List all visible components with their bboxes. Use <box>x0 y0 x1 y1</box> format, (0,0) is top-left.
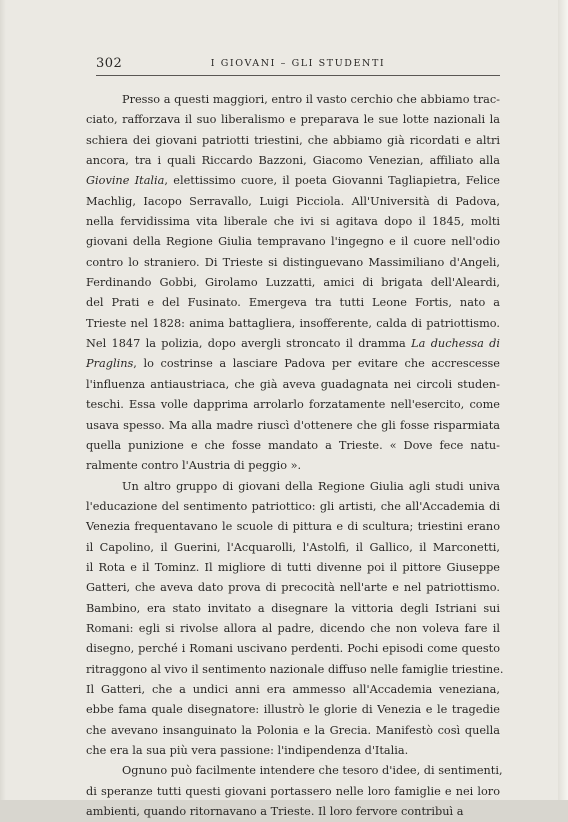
text-line: che era la sua più vera passione: l'indipendenza d'Italia. <box>86 744 409 757</box>
text-line: ritraggono al vivo il sentimento nazionale diffuso nelle famiglie triestine. <box>86 662 504 676</box>
text-line: quella punizione e che fosse mandato a Trieste. « Dove fece natu- <box>86 438 500 452</box>
text-line: usava spesso. Ma alla madre riuscì d'ottenere che gli fosse risparmiata <box>86 418 500 432</box>
text-line: ancora, tra i quali Riccardo Bazzoni, Giacomo Venezian, affiliato alla <box>86 154 500 168</box>
paragraph <box>86 477 504 762</box>
running-head: I GIOVANI – GLI STUDENTI <box>210 58 386 69</box>
text-line: Presso a questi maggiori, entro il vasto cerchio che abbiamo trac- <box>122 93 500 106</box>
text-line: Il Gatteri, che a undici anni era ammesso all'Accademia veneziana, <box>86 682 500 696</box>
text-line: teschi. Essa volle dapprima arrolarlo forzatamente nell'esercito, come <box>86 398 500 412</box>
text-line: nella fervidissima vita liberale che ivi si agitava dopo il 1845, molti <box>86 215 500 229</box>
text-line: Nel 1847 la polizia, dopo avergli stroncato il dramma La duchessa di <box>86 337 500 351</box>
paragraph <box>86 761 503 822</box>
text-line: Ferdinando Gobbi, Girolamo Luzzatti, amici di brigata dell'Aleardi, <box>86 276 500 290</box>
text-line: il Rota e il Tominz. Il migliore di tutti divenne poi il pittore Giuseppe <box>86 560 500 574</box>
text-line: ebbe fama quale disegnatore: illustrò le glorie di Venezia e le tragedie <box>86 703 500 717</box>
paragraph <box>86 90 500 477</box>
text-line: Un altro gruppo di giovani della Regione Giulia agli studi univa <box>122 479 500 493</box>
text-line: schiera dei giovani patriotti triestini, che abbiamo già ricordati e altri <box>86 133 500 147</box>
body-text <box>86 90 504 822</box>
text-line: del Prati e del Fusinato. Emergeva tra tutti Leone Fortis, nato a <box>86 296 500 310</box>
text-line: l'influenza antiaustriaca, che già aveva guadagnata nei circoli studen- <box>86 377 500 391</box>
text-line: ralmente contro l'Austria di peggio ». <box>86 459 302 473</box>
text-line: Ognuno può facilmente intendere che tesoro d'idee, di sentimenti, <box>122 764 503 778</box>
text-line: ciato, rafforzava il suo liberalismo e preparava le sue lotte nazionali la <box>86 113 500 127</box>
text-line: Gatteri, che aveva dato prova di precocità nell'arte e nel patriottismo. <box>86 581 500 595</box>
text-line: Trieste nel 1828: anima battagliera, insofferente, calda di patriottismo. <box>86 316 500 330</box>
text-line: contro lo straniero. Di Trieste si distinguevano Massimiliano d'Angeli, <box>86 255 500 269</box>
header-rule <box>96 75 500 76</box>
text-line: Romani: egli si rivolse allora al padre, dicendo che non voleva fare il <box>86 621 500 635</box>
text-line: che avevano insanguinato la Polonia e la Grecia. Manifestò così quella <box>86 723 500 737</box>
text-line: Venezia frequentavano le scuole di pittura e di scultura; triestini erano <box>86 520 500 534</box>
text-line: di speranze tutti questi giovani portassero nelle loro famiglie e nei loro <box>86 784 500 798</box>
text-line: Machlig, Iacopo Serravallo, Luigi Picciola. All'Università di Padova, <box>86 194 500 208</box>
text-line: il Capolino, il Guerini, l'Acquarolli, l'Astolfi, il Gallico, il Marconetti, <box>86 540 500 554</box>
text-line: giovani della Regione Giulia tempravano l'ingegno e il cuore nell'odio <box>86 235 500 249</box>
text-line: Giovine Italia, elettissimo cuore, il poeta Giovanni Tagliapietra, Felice <box>86 174 500 188</box>
text-line: Bambino, era stato invitato a disegnare la vittoria degli Istriani sui <box>86 601 500 615</box>
page-number: 302 <box>96 56 123 71</box>
text-line: disegno, perché i Romani uscivano perdenti. Pochi episodi come questo <box>86 642 500 656</box>
page-left-edge <box>0 0 6 800</box>
text-line: Praglins, lo costrinse a lasciare Padova per evitare che accrescesse <box>86 357 500 371</box>
text-line: l'educazione del sentimento patriottico: gli artisti, che all'Accademia di <box>86 499 500 513</box>
text-line: ambienti, quando ritornavano a Trieste. Il loro fervore contribuì a <box>86 805 464 819</box>
page-header <box>96 56 500 74</box>
page-right-edge <box>558 0 568 800</box>
